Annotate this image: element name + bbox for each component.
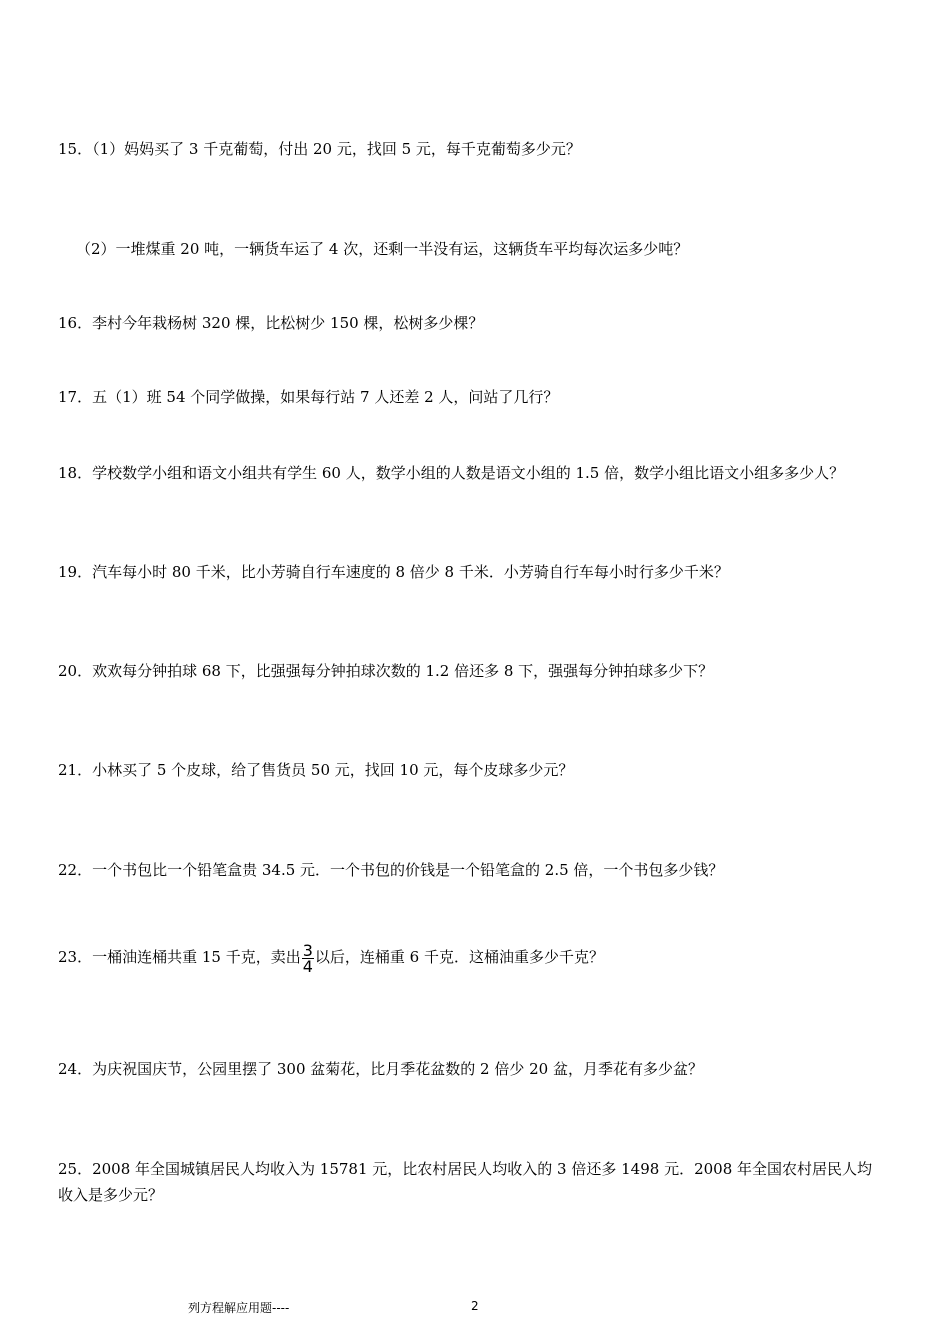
question-25-line-2: 收入是多少元？ (58, 1186, 164, 1204)
question-22: 22．一个书包比一个铅笔盒贵 34.5 元．一个书包的价钱是一个铅笔盒的 2.5 倍，一个书包多少钱？ (58, 861, 724, 879)
fraction-three-quarters (302, 940, 314, 976)
question-16: 16．李村今年栽杨树 320 棵，比松树少 150 棵，松树多少棵？ (58, 314, 484, 332)
question-15-part-2: （2）一堆煤重 20 吨，一辆货车运了 4 次，还剩一半没有运，这辆货车平均每次运多少吨？ (76, 240, 689, 258)
question-19: 19．汽车每小时 80 千米，比小芳骑自行车速度的 8 倍少 8 千米．小芳骑自行车每小时行多少千米？ (58, 563, 729, 581)
question-21: 21．小林买了 5 个皮球，给了售货员 50 元，找回 10 元，每个皮球多少元？ (58, 761, 574, 779)
question-18: 18．学校数学小组和语文小组共有学生 60 人，数学小组的人数是语文小组的 1.5 倍，数学小组比语文小组多多少人？ (58, 464, 845, 482)
fraction-numerator: 3 (302, 940, 313, 960)
question-20: 20．欢欢每分钟拍球 68 下，比强强每分钟拍球次数的 1.2 倍还多 8 下，强强每分钟拍球多少下？ (58, 662, 714, 680)
question-25-line-1: 25．2008 年全国城镇居民人均收入为 15781 元，比农村居民人均收入的 3 倍还多 1498 元．2008 年全国农村居民人均 (58, 1160, 873, 1178)
footer-title: 列方程解应用题---- (188, 1301, 290, 1315)
question-23 (58, 938, 604, 976)
page-number: 2 (471, 1299, 479, 1313)
question-23-text-before: 23．一桶油连桶共重 15 千克，卖出 (58, 948, 301, 966)
question-24: 24．为庆祝国庆节，公园里摆了 300 盆菊花，比月季花盆数的 2 倍少 20 盆，月季花有多少盆？ (58, 1060, 703, 1078)
fraction-denominator: 4 (302, 956, 313, 976)
question-15-part-1: 15．（1）妈妈买了 3 千克葡萄，付出 20 元，找回 5 元，每千克葡萄多少元？ (58, 140, 581, 158)
question-17: 17．五（1）班 54 个同学做操，如果每行站 7 人还差 2 人，问站了几行？ (58, 388, 559, 406)
question-23-text-after: 以后，连桶重 6 千克．这桶油重多少千克？ (314, 948, 604, 966)
